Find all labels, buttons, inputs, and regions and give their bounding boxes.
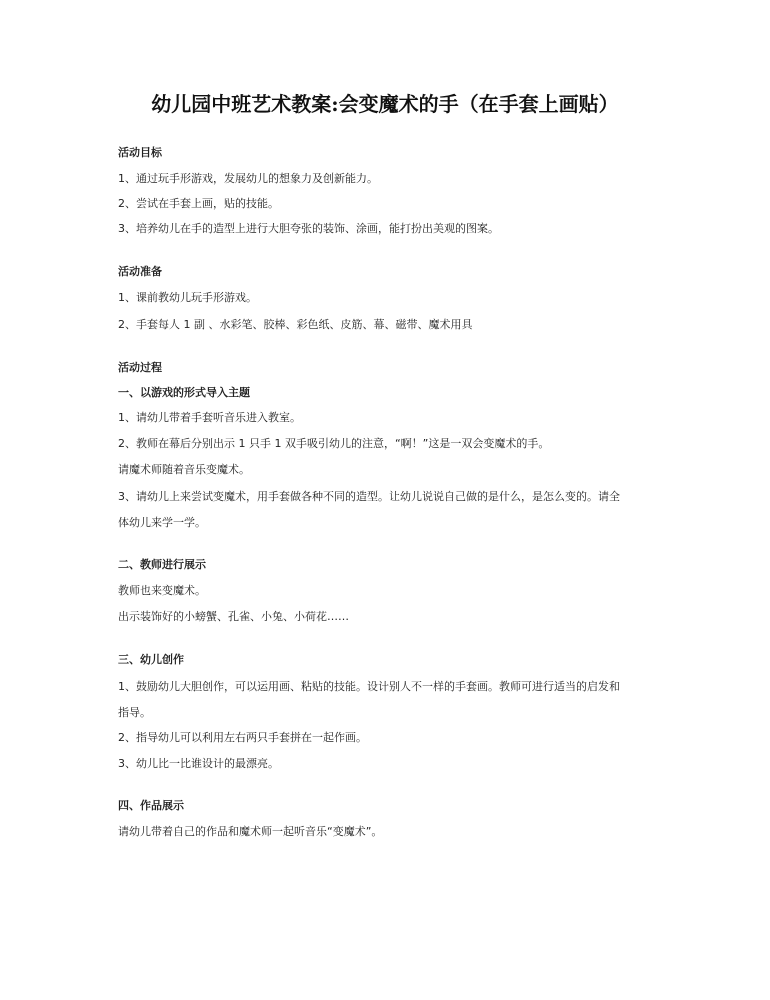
subsection-heading: 二、教师进行展示 <box>118 558 206 571</box>
subsection-heading: 一、以游戏的形式导入主题 <box>118 386 250 399</box>
process-line: 1、鼓励幼儿大胆创作，可以运用画、粘贴的技能。设计别人不一样的手套画。教师可进行适当的启发和 <box>118 680 620 693</box>
goal-item: 2、尝试在手套上画，贴的技能。 <box>118 197 279 210</box>
process-line: 请幼儿带着自己的作品和魔术师一起听音乐“变魔术”。 <box>118 825 383 838</box>
process-line: 3、幼儿比一比谁设计的最漂亮。 <box>118 757 279 770</box>
document-title: 幼儿园中班艺术教案:会变魔术的手（在手套上画贴） <box>151 92 619 116</box>
process-line: 请魔术师随着音乐变魔术。 <box>118 463 250 476</box>
process-line: 2、指导幼儿可以利用左右两只手套拼在一起作画。 <box>118 731 367 744</box>
section-heading-goals: 活动目标 <box>118 146 162 159</box>
process-line: 体幼儿来学一学。 <box>118 516 206 529</box>
section-heading-process: 活动过程 <box>118 361 162 374</box>
subsection-heading: 四、作品展示 <box>118 799 184 812</box>
process-line: 教师也来变魔术。 <box>118 584 206 597</box>
process-line: 指导。 <box>118 706 151 719</box>
process-line: 1、请幼儿带着手套听音乐进入教室。 <box>118 411 301 424</box>
process-line: 3、请幼儿上来尝试变魔术，用手套做各种不同的造型。让幼儿说说自己做的是什么，是怎么变的。请全 <box>118 490 620 503</box>
process-line: 2、教师在幕后分别出示 1 只手 1 双手吸引幼儿的注意，“啊！”这是一双会变魔术的手。 <box>118 437 550 450</box>
process-line: 出示装饰好的小螃蟹、孔雀、小兔、小荷花…… <box>118 610 349 623</box>
prep-item: 1、课前教幼儿玩手形游戏。 <box>118 291 257 304</box>
goal-item: 1、通过玩手形游戏，发展幼儿的想象力及创新能力。 <box>118 172 378 185</box>
section-heading-preparation: 活动准备 <box>118 265 162 278</box>
prep-item: 2、手套每人 1 副 、水彩笔、胶棒、彩色纸、皮筋、幕、磁带、魔术用具 <box>118 318 473 331</box>
subsection-heading: 三、幼儿创作 <box>118 653 184 666</box>
goal-item: 3、培养幼儿在手的造型上进行大胆夸张的装饰、涂画，能打扮出美观的图案。 <box>118 222 499 235</box>
